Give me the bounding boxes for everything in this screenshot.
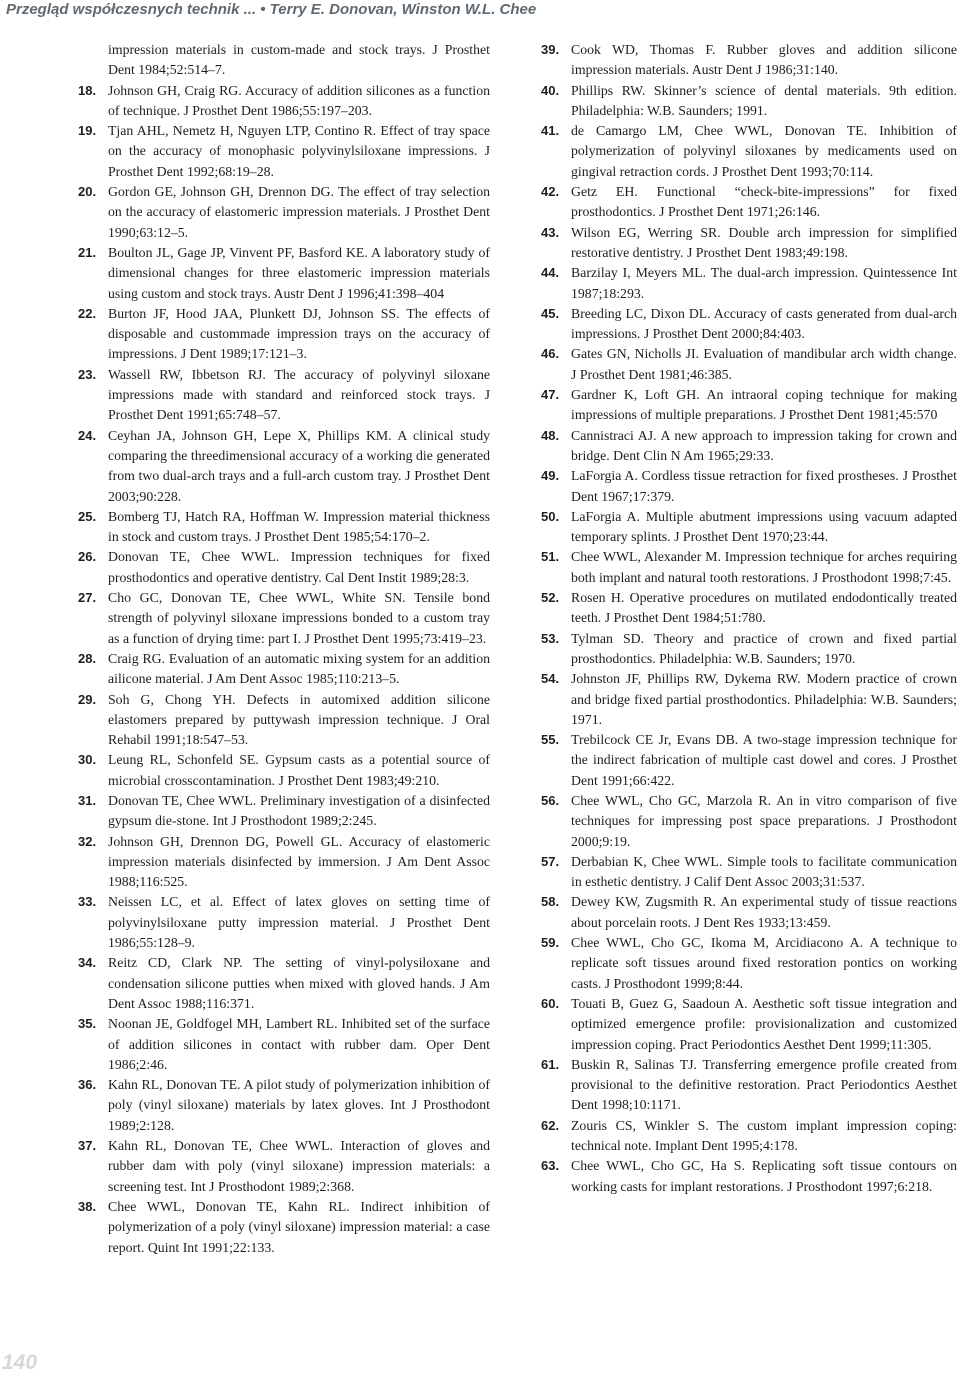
reference-number: 58. bbox=[541, 894, 560, 910]
reference-text: de Camargo LM, Chee WWL, Donovan TE. Inhibition of polymerization of polyvinyl siloxanes by medicaments used on gingival retraction cords. J Prosthet Dent 1993;70:114. bbox=[571, 123, 957, 179]
reference-item bbox=[74, 1136, 490, 1197]
left-column bbox=[74, 40, 490, 1258]
reference-item bbox=[537, 892, 957, 933]
reference-number: 23. bbox=[78, 366, 97, 382]
reference-text: Chee WWL, Donovan TE, Kahn RL. Indirect inhibition of polymerization of a poly (vinyl siloxane) impression material: a case report. Quint Int 1991;22:133. bbox=[108, 1198, 490, 1255]
reference-text: Kahn RL, Donovan TE. A pilot study of polymerization inhibition of poly (vinyl siloxane) materials by latex gloves. Int J Prosthodont 1989;2:128. bbox=[108, 1077, 490, 1133]
reference-item bbox=[537, 933, 957, 994]
reference-item bbox=[74, 81, 490, 122]
reference-item bbox=[537, 852, 957, 893]
reference-number: 55. bbox=[541, 732, 560, 748]
reference-number: 33. bbox=[78, 894, 97, 910]
reference-number: 48. bbox=[541, 427, 560, 443]
reference-item bbox=[537, 121, 957, 182]
reference-item bbox=[537, 426, 957, 467]
reference-number: 62. bbox=[541, 1117, 560, 1133]
reference-number: 57. bbox=[541, 853, 560, 869]
reference-text: Chee WWL, Cho GC, Ha S. Replicating soft tissue contours on working casts for implant restorations. J Prosthodont 1997;6:218. bbox=[571, 1158, 957, 1194]
reference-item bbox=[537, 304, 957, 345]
reference-number: 42. bbox=[541, 184, 560, 200]
reference-number: 50. bbox=[541, 508, 560, 524]
reference-number: 19. bbox=[78, 123, 97, 139]
reference-number: 54. bbox=[541, 671, 560, 687]
reference-number: 24. bbox=[78, 427, 97, 443]
reference-text: Cook WD, Thomas F. Rubber gloves and addition silicone impression materials. Austr Dent J 1986;31:140. bbox=[571, 42, 957, 78]
reference-item bbox=[537, 547, 957, 588]
reference-text: LaForgia A. Cordless tissue retraction for fixed prostheses. J Prosthet Dent 1967;17:379. bbox=[571, 468, 957, 504]
reference-text: Cho GC, Donovan TE, Chee WWL, White SN. Tensile bond strength of polyvinyl siloxane impressions bonded to a custom tray as a function of drying time: part I. J Prosthet Dent 1995;73:419–23. bbox=[108, 590, 490, 646]
reference-item bbox=[74, 507, 490, 548]
reference-text: Dewey KW, Zugsmith R. An experimental study of tissue reactions about porcelain roots. J Dent Res 1933;13:459. bbox=[571, 894, 957, 930]
reference-number: 22. bbox=[78, 305, 97, 321]
reference-number: 36. bbox=[78, 1077, 97, 1093]
reference-item bbox=[537, 344, 957, 385]
reference-number: 37. bbox=[78, 1138, 97, 1154]
reference-text: Burton JF, Hood JAA, Plunkett DJ, Johnson SS. The effects of disposable and custommade impression trays on the accuracy of impressions. J Dent 1989;17:121–3. bbox=[108, 305, 490, 362]
reference-number: 56. bbox=[541, 792, 560, 808]
running-head: Przegląd współczesnych technik ... • Terry E. Donovan, Winston W.L. Chee bbox=[6, 1, 537, 18]
reference-item bbox=[537, 588, 957, 629]
reference-text: Gordon GE, Johnson GH, Drennon DG. The effect of tray selection on the accuracy of elastomeric impression materials. J Prosthet Dent 1990;63:12–5. bbox=[108, 184, 490, 240]
reference-text: Derbabian K, Chee WWL. Simple tools to facilitate communication in esthetic dentistry. J Calif Dent Assoc 2003;31:537. bbox=[571, 853, 957, 890]
reference-number: 53. bbox=[541, 630, 560, 646]
reference-text: Tylman SD. Theory and practice of crown and fixed partial prosthodontics. Philadelphia: W.B. Saunders; 1970. bbox=[571, 630, 957, 666]
reference-text: Touati B, Guez G, Saadoun A. Aesthetic soft tissue integration and optimized emergence profile: provisionalization and customized impression coping. Pract Periodontics Aesthet Dent 1999;11:305. bbox=[571, 995, 957, 1052]
reference-item bbox=[537, 81, 957, 122]
reference-number: 46. bbox=[541, 346, 560, 362]
reference-number: 30. bbox=[78, 752, 97, 768]
reference-number: 39. bbox=[541, 42, 560, 57]
reference-text: Donovan TE, Chee WWL. Impression techniques for fixed prosthodontics and operative dentistry. Cal Dent Instit 1989;28:3. bbox=[108, 549, 490, 585]
right-column bbox=[537, 40, 957, 1197]
reference-number: 49. bbox=[541, 468, 560, 484]
reference-text: Soh G, Chong YH. Defects in automixed addition silicone elastomers prepared by puttywash impression technique. J Oral Rehabil 1991;18:547–53. bbox=[108, 691, 490, 748]
reference-item bbox=[74, 953, 490, 1014]
reference-item bbox=[74, 690, 490, 751]
reference-number: 25. bbox=[78, 508, 97, 524]
reference-item bbox=[537, 1055, 957, 1116]
reference-item bbox=[537, 669, 957, 730]
reference-item bbox=[537, 385, 957, 426]
reference-number: 20. bbox=[78, 184, 97, 200]
reference-number: 40. bbox=[541, 82, 560, 98]
reference-item bbox=[537, 730, 957, 791]
reference-number: 59. bbox=[541, 935, 560, 951]
reference-number: 45. bbox=[541, 305, 560, 321]
reference-text: Donovan TE, Chee WWL. Preliminary investigation of a disinfected gypsum die-stone. Int J Prosthodont 1989;2:245. bbox=[108, 792, 490, 829]
reference-text: Bomberg TJ, Hatch RA, Hoffman W. Impression material thickness in stock and custom trays. J Prosthet Dent 1985;54:170–2. bbox=[108, 508, 490, 545]
reference-text: Johnson GH, Drennon DG, Powell GL. Accuracy of elastomeric impression materials disinfected by immersion. J Am Dent Assoc 1988;116:525. bbox=[108, 833, 490, 890]
reference-text: Buskin R, Salinas TJ. Transferring emergence profile created from provisional to the definitive restoration. Pract Periodontics Aesthet Dent 1998;10:1171. bbox=[571, 1056, 957, 1113]
reference-number: 52. bbox=[541, 590, 560, 606]
reference-item bbox=[74, 588, 490, 649]
reference-item bbox=[537, 223, 957, 264]
reference-item bbox=[74, 832, 490, 893]
reference-text: Trebilcock CE Jr, Evans DB. A two-stage impression technique for the indirect fabrication of multiple cast dowel and cores. J Prosthet Dent 1991;66:422. bbox=[571, 732, 957, 788]
right-reference-list bbox=[537, 40, 957, 1197]
reference-number: 61. bbox=[541, 1056, 560, 1072]
reference-text: Phillips RW. Skinner’s science of dental materials. 9th edition. Philadelphia: W.B. Saunders; 1991. bbox=[571, 82, 957, 118]
reference-item bbox=[537, 994, 957, 1055]
reference-number: 35. bbox=[78, 1016, 97, 1032]
reference-text: Johnston JF, Phillips RW, Dykema RW. Modern practice of crown and bridge fixed partial prosthodontics. Philadelphia: W.B. Saunders; 1971. bbox=[571, 671, 957, 727]
reference-text: Johnson GH, Craig RG. Accuracy of addition silicones as a function of technique. J Prosthet Dent 1986;55:197–203. bbox=[108, 82, 490, 118]
reference-number: 63. bbox=[541, 1158, 560, 1174]
reference-text: Boulton JL, Gage JP, Vinvent PF, Basford KE. A laboratory study of dimensional changes for three elastomeric impression materials using custom and stock trays. Austr Dent J 1996;41:398–404 bbox=[108, 244, 490, 301]
reference-number: 47. bbox=[541, 387, 560, 403]
reference-item bbox=[537, 263, 957, 304]
reference-text: Chee WWL, Alexander M. Impression technique for arches requiring both implant and natural tooth restorations. J Prosthodont 1998;7:45. bbox=[571, 549, 957, 585]
reference-item bbox=[74, 547, 490, 588]
reference-text: Rosen H. Operative procedures on mutilated endodontically treated teeth. J Prosthet Dent 1984;51:780. bbox=[571, 590, 957, 626]
reference-item bbox=[74, 649, 490, 690]
left-reference-list bbox=[74, 81, 490, 1258]
reference-number: 44. bbox=[541, 265, 560, 281]
reference-text: Wassell RW, Ibbetson RJ. The accuracy of polyvinyl siloxane impressions made with standard and reinforced stock trays. J Prosthet Dent 1991;65:748–57. bbox=[108, 366, 490, 423]
reference-item bbox=[537, 466, 957, 507]
reference-text: Gates GN, Nicholls JI. Evaluation of mandibular arch width change. J Prosthet Dent 1981;46:385. bbox=[571, 346, 957, 382]
reference-number: 18. bbox=[78, 82, 97, 98]
reference-item bbox=[74, 791, 490, 832]
reference-text: Chee WWL, Cho GC, Marzola R. An in vitro comparison of five techniques for impressing post space preparations. J Prosthodont 2000;9:19. bbox=[571, 792, 957, 849]
reference-text: Zouris CS, Winkler S. The custom implant impression coping: technical note. Implant Dent 1995;4:178. bbox=[571, 1117, 957, 1154]
reference-text: Tjan AHL, Nemetz H, Nguyen LTP, Contino R. Effect of tray space on the accuracy of monophasic polyvinylsiloxane impressions. J Prosthet Dent 1992;68:19–28. bbox=[108, 123, 490, 179]
reference-number: 31. bbox=[78, 792, 97, 808]
reference-text: Cannistraci AJ. A new approach to impression taking for crown and bridge. Dent Clin N Am 1965;29:33. bbox=[571, 427, 957, 463]
reference-item bbox=[74, 1197, 490, 1258]
reference-number: 38. bbox=[78, 1198, 97, 1214]
reference-number: 34. bbox=[78, 955, 97, 971]
reference-text: Noonan JE, Goldfogel MH, Lambert RL. Inhibited set of the surface of addition silicones in contact with rubber dam. Oper Dent 1986;2:46. bbox=[108, 1016, 490, 1072]
reference-text: Ceyhan JA, Johnson GH, Lepe X, Phillips KM. A clinical study comparing the threedimensional accuracy of a working die generated from two dual-arch trays and a full-arch custom tray. J Prosthet Dent 2003;90:228. bbox=[108, 427, 490, 504]
reference-item bbox=[74, 304, 490, 365]
reference-text: Breeding LC, Dixon DL. Accuracy of casts generated from dual-arch impressions. J Prosthet Dent 2000;84:403. bbox=[571, 305, 957, 342]
reference-number: 27. bbox=[78, 590, 97, 606]
reference-text: Getz EH. Functional “check-bite-impressions” for fixed prosthodontics. J Prosthet Dent 1971;26:146. bbox=[571, 184, 957, 220]
reference-number: 41. bbox=[541, 123, 560, 139]
reference-item bbox=[74, 892, 490, 953]
reference-text: Leung RL, Schonfeld SE. Gypsum casts as a potential source of microbial crosscontamination. J Prosthet Dent 1983;49:210. bbox=[108, 752, 490, 788]
reference-item bbox=[74, 121, 490, 182]
reference-item bbox=[74, 1075, 490, 1136]
reference-item bbox=[74, 243, 490, 304]
reference-item bbox=[74, 1014, 490, 1075]
reference-text: Reitz CD, Clark NP. The setting of vinyl-polysiloxane and condensation silicone putties when mixed with gloved hands. J Am Dent Assoc 1988;116:371. bbox=[108, 955, 490, 1011]
reference-item bbox=[74, 365, 490, 426]
reference-number: 26. bbox=[78, 549, 97, 565]
reference-item bbox=[537, 1116, 957, 1157]
reference-text: Neissen LC, et al. Effect of latex gloves on setting time of polyvinylsiloxane putty impression material. J Prosthet Dent 1986;55:128–9. bbox=[108, 894, 490, 951]
reference-item bbox=[74, 182, 490, 243]
reference-item bbox=[537, 791, 957, 852]
reference-number: 28. bbox=[78, 650, 97, 666]
reference-text: Craig RG. Evaluation of an automatic mixing system for an addition ailicone material. J Am Dent Assoc 1985;110:213–5. bbox=[108, 650, 490, 687]
reference-item bbox=[537, 40, 957, 81]
reference-number: 21. bbox=[78, 244, 97, 260]
reference-text: LaForgia A. Multiple abutment impressions using vacuum adapted temporary splints. J Prosthet Dent 1970;23:44. bbox=[571, 508, 957, 545]
reference-text: Wilson EG, Werring SR. Double arch impression for simplified restorative dentistry. J Prosthet Dent 1983;49:198. bbox=[571, 224, 957, 260]
reference-number: 51. bbox=[541, 549, 560, 565]
reference-text: Kahn RL, Donovan TE, Chee WWL. Interaction of gloves and rubber dam with poly (vinyl siloxane) impression materials: a screening test. Int J Prosthodont 1989;2:368. bbox=[108, 1138, 490, 1194]
reference-number: 60. bbox=[541, 995, 560, 1011]
reference-text: Chee WWL, Cho GC, Ikoma M, Arcidiacono A. A technique to replicate soft tissues around fixed restoration pontics on working casts. J Prosthodont 1999;8:44. bbox=[571, 935, 957, 991]
reference-item bbox=[74, 750, 490, 791]
reference-number: 43. bbox=[541, 224, 560, 240]
reference-number: 32. bbox=[78, 833, 97, 849]
reference-item bbox=[537, 1156, 957, 1197]
reference-number: 29. bbox=[78, 691, 97, 707]
page-number: 140 bbox=[2, 1351, 38, 1374]
reference-item bbox=[537, 629, 957, 670]
reference-item bbox=[537, 182, 957, 223]
reference-continued: impression materials in custom-made and stock trays. J Prosthet Dent 1984;52:514–7. bbox=[108, 42, 490, 78]
reference-item bbox=[74, 426, 490, 507]
reference-text: Barzilay I, Meyers ML. The dual-arch impression. Quintessence Int 1987;18:293. bbox=[571, 265, 957, 301]
reference-text: Gardner K, Loft GH. An intraoral coping technique for making impressions of multiple preparations. J Prosthet Dent 1981;45:570 bbox=[571, 387, 957, 423]
reference-item bbox=[537, 507, 957, 548]
